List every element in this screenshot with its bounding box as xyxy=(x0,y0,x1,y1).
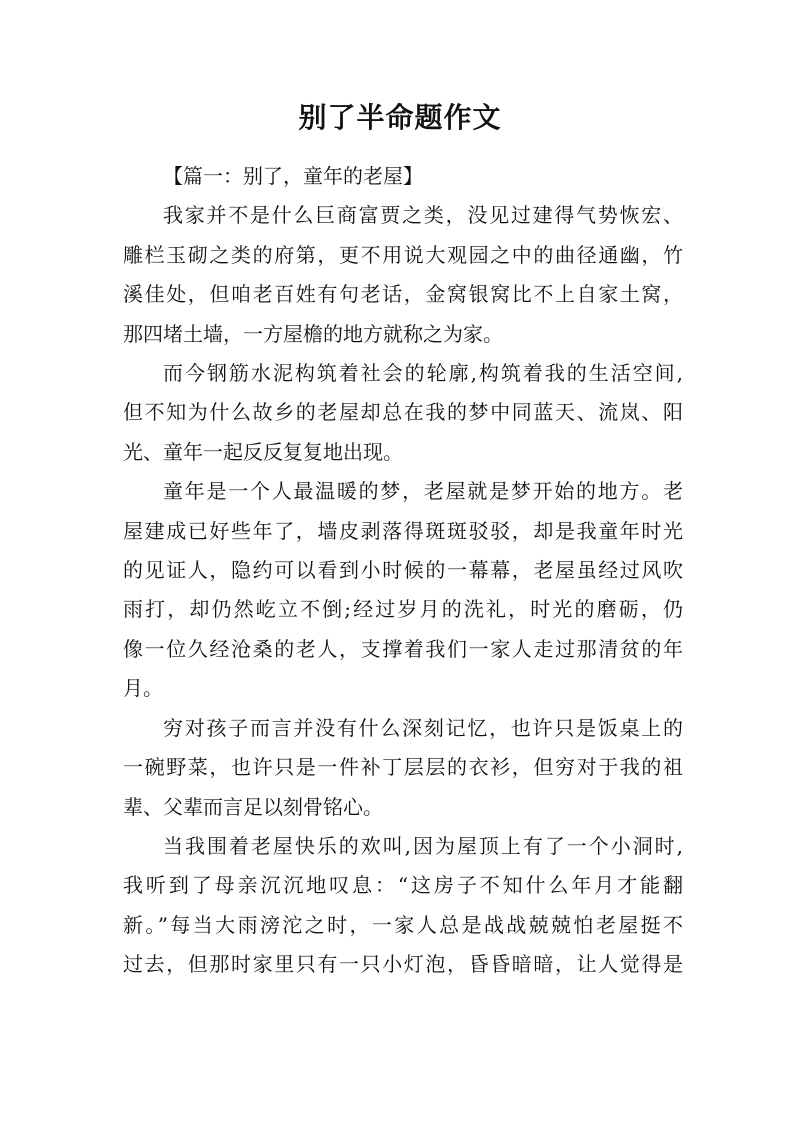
document-body xyxy=(123,157,683,985)
paragraph-line: 辈、父辈而言足以刻骨铭心。 xyxy=(123,794,383,819)
paragraph-1 xyxy=(123,196,683,354)
paragraph-line: 当我围着老屋快乐的欢叫,因为屋顶上有了一个小洞时, xyxy=(163,833,683,858)
section-heading: 【篇一：别了，童年的老屋】 xyxy=(163,164,423,188)
paragraph-line: 过去，但那时家里只有一只小灯泡，昏昏暗暗，让人觉得是 xyxy=(123,952,683,977)
paragraph-line: 童年是一个人最温暖的梦，老屋就是梦开始的地方。老 xyxy=(163,479,683,504)
paragraph-line: 但不知为什么故乡的老屋却总在我的梦中同蓝天、流岚、阳 xyxy=(123,400,683,425)
paragraph-line: 月。 xyxy=(123,676,163,701)
paragraph-line: 新。”每当大雨滂沱之时，一家人总是战战兢兢怕老屋挺不 xyxy=(123,912,683,937)
paragraph-3 xyxy=(123,472,683,708)
paragraph-line: 一碗野菜，也许只是一件补丁层层的衣衫，但穷对于我的祖 xyxy=(123,755,683,780)
paragraph-line: 而今钢筋水泥构筑着社会的轮廓,构筑着我的生活空间, xyxy=(163,361,683,386)
paragraph-line: 穷对孩子而言并没有什么深刻记忆，也许只是饭桌上的 xyxy=(163,715,683,740)
paragraph-line: 溪佳处，但咱老百姓有句老话，金窝银窝比不上自家土窝， xyxy=(123,282,683,307)
paragraph-line: 光、童年一起反反复复地出现。 xyxy=(123,439,403,464)
document-title: 别了半命题作文 xyxy=(298,101,502,134)
paragraph-5 xyxy=(123,827,683,985)
paragraph-line: 雨打，却仍然屹立不倒;经过岁月的洗礼，时光的磨砺，仍 xyxy=(123,597,683,622)
paragraph-line: 雕栏玉砌之类的府第，更不用说大观园之中的曲径通幽，竹 xyxy=(123,242,683,267)
paragraph-4 xyxy=(123,709,683,827)
paragraph-line: 像一位久经沧桑的老人，支撑着我们一家人走过那清贫的年 xyxy=(123,636,683,661)
paragraph-line: 我听到了母亲沉沉地叹息：“这房子不知什么年月才能翻 xyxy=(123,873,683,898)
paragraph-line: 我家并不是什么巨商富贾之类，没见过建得气势恢宏、 xyxy=(163,203,683,228)
paragraph-line: 的见证人，隐约可以看到小时候的一幕幕，老屋虽经过风吹 xyxy=(123,558,683,583)
paragraph-line: 那四堵土墙，一方屋檐的地方就称之为家。 xyxy=(123,321,503,346)
paragraph-2 xyxy=(123,354,683,472)
paragraph-line: 屋建成已好些年了，墙皮剥落得斑斑驳驳，却是我童年时光 xyxy=(123,518,683,543)
